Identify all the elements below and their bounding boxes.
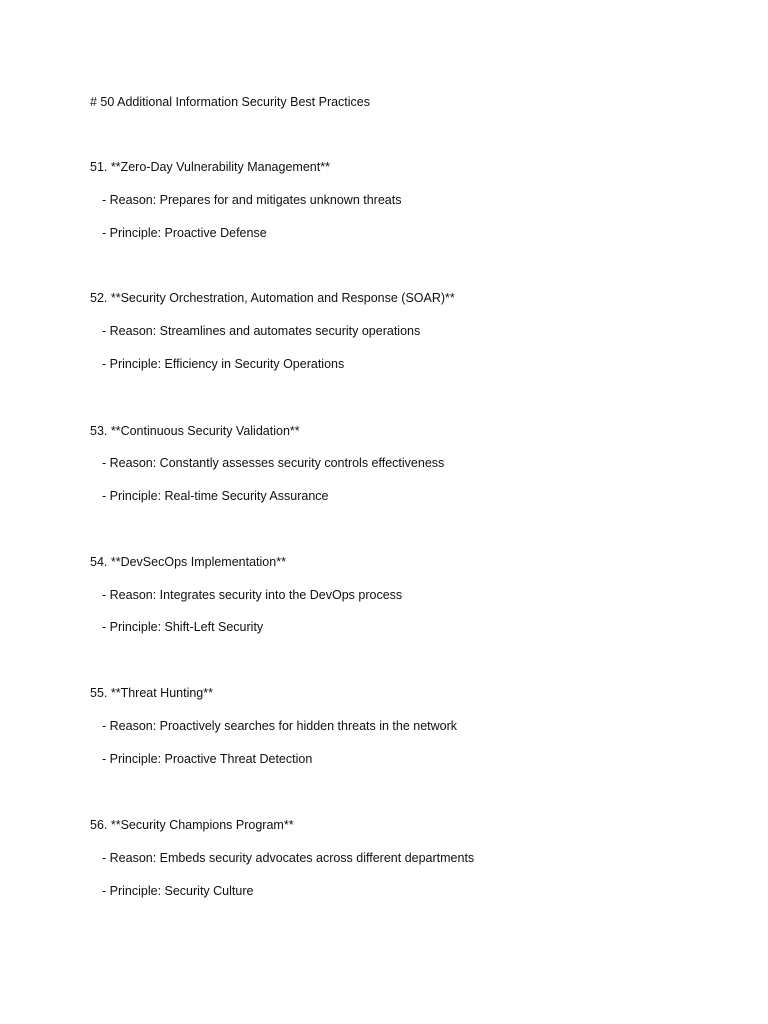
item-title: 55. **Threat Hunting**: [90, 686, 213, 700]
item-title: 53. **Continuous Security Validation**: [90, 424, 300, 438]
item-principle: - Principle: Proactive Defense: [102, 226, 267, 240]
item-principle: - Principle: Efficiency in Security Operations: [102, 357, 345, 371]
item-title: 54. **DevSecOps Implementation**: [90, 555, 286, 569]
item-reason: - Reason: Prepares for and mitigates unknown threats: [102, 193, 402, 207]
item-principle: - Principle: Real-time Security Assurance: [102, 489, 329, 503]
item-principle: - Principle: Shift-Left Security: [102, 620, 264, 634]
item-reason: - Reason: Constantly assesses security controls effectiveness: [102, 456, 445, 470]
item-title: 51. **Zero-Day Vulnerability Management**: [90, 160, 330, 174]
item-title: 56. **Security Champions Program**: [90, 818, 294, 832]
document-heading: # 50 Additional Information Security Best Practices: [90, 95, 371, 109]
item-reason: - Reason: Integrates security into the DevOps process: [102, 588, 403, 602]
item-principle: - Principle: Security Culture: [102, 884, 254, 898]
item-reason: - Reason: Embeds security advocates across different departments: [102, 851, 475, 865]
item-reason: - Reason: Streamlines and automates security operations: [102, 324, 421, 338]
item-reason: - Reason: Proactively searches for hidden threats in the network: [102, 719, 458, 733]
item-title: 52. **Security Orchestration, Automation and Response (SOAR)**: [90, 291, 455, 305]
item-principle: - Principle: Proactive Threat Detection: [102, 752, 313, 766]
